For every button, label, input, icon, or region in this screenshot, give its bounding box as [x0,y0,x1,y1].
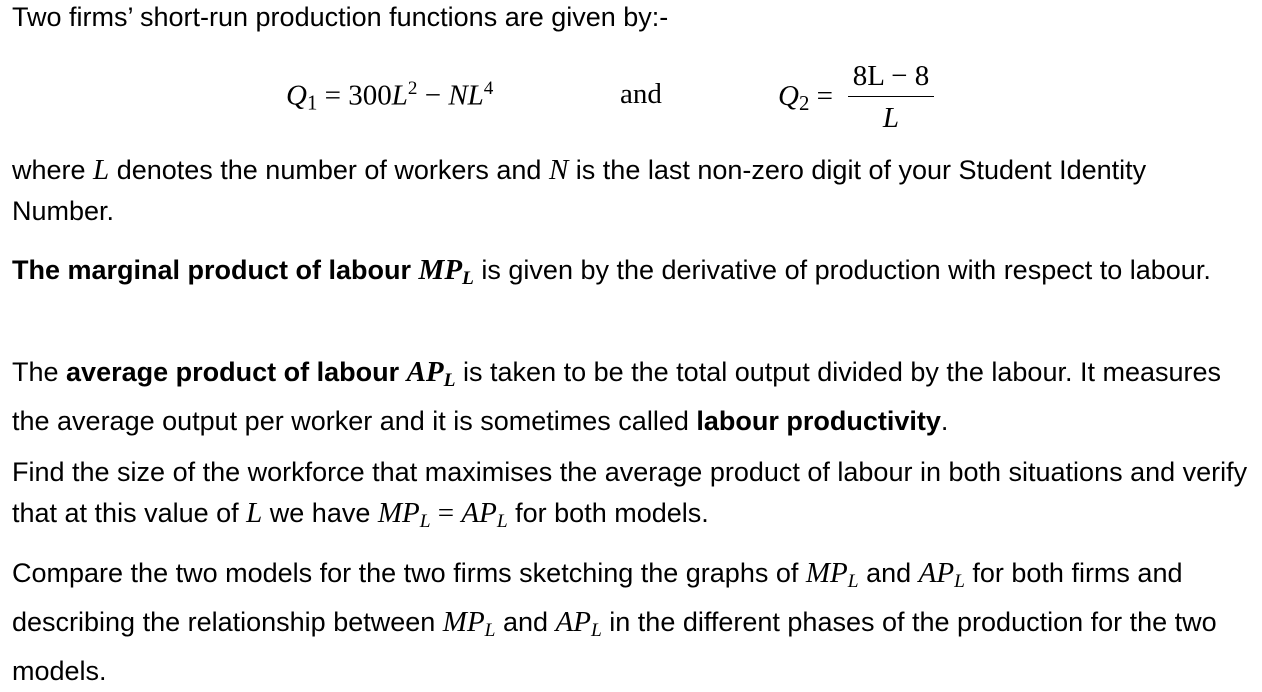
ap-symbol: AP [918,557,955,589]
mp-subscript: L [484,619,496,641]
text: . [940,405,949,436]
q2-subscript: 2 [798,91,810,116]
mp-symbol: MP [442,605,485,638]
text: and [495,606,556,637]
text: is given by the derivative of production with respect to labour. [473,255,1211,285]
text: The [12,357,67,387]
q2-numerator: 8L − 8 [852,60,930,92]
q2-symbol: Q [778,80,799,112]
equation-q2-lhs [778,80,833,116]
ap-symbol: AP [406,356,444,388]
ap-subscript: L [954,570,965,592]
text: where [12,155,94,185]
bold-term: average product of labour [66,357,407,387]
paragraph-average-product [12,352,1252,442]
text: we have [262,498,378,528]
text: and [858,558,919,588]
paragraph-marginal-product [12,250,1252,299]
text: in the different phases of the production for the two models. [12,606,1217,686]
ap-symbol: AP [555,605,591,638]
mp-symbol: MP [805,557,848,589]
text: denotes the number of workers and [109,155,549,185]
q1-var-l: L [391,79,408,112]
bold-term: The marginal product of labour [12,255,419,285]
q2-equals: = [809,80,833,112]
mp-subscript: L [462,267,474,289]
paragraph-compare-models [12,553,1252,692]
text: Find the size of the workforce that maximises the average product of labour in both situations and verify that at this value of [12,457,1248,528]
mp-subscript: L [847,570,859,592]
fraction-bar [848,96,934,97]
q1-equals: = 300 [317,79,392,112]
equals-sign: = [430,497,462,529]
q1-symbol: Q [286,79,307,112]
bold-term: labour productivity [696,405,941,436]
ap-symbol: AP [461,497,497,529]
text: for both firms and describing the relationship between [12,558,1183,637]
q1-subscript: 1 [306,90,318,115]
paragraph-find-workforce [12,452,1252,542]
text: is taken to be the total output divided by the labour. It measures the average output per worker and it is sometimes called [12,357,1222,436]
q1-minus: − [417,79,449,112]
q1-exponent-1: 2 [407,78,418,99]
q2-denominator: L [882,102,900,134]
ap-subscript: L [443,369,456,391]
var-l: L [246,497,263,529]
ap-subscript: L [590,619,602,641]
mp-symbol: MP [377,497,420,529]
intro-line: Two firms’ short-run production functions are given by:- [12,2,669,32]
ap-subscript: L [496,510,508,532]
equation-q1 [286,78,493,116]
paragraph-where [12,150,1252,232]
mp-subscript: L [419,510,431,532]
q1-exponent-2: 4 [483,78,494,99]
q2-fraction [848,58,934,135]
text: for both models. [507,498,709,528]
var-l: L [93,154,110,186]
and-word: and [620,78,662,110]
text: Compare the two models for the two firms sketching the graphs of [12,558,806,588]
var-n: N [548,154,569,186]
q1-term-nl: NL [448,79,484,112]
text: is the last non-zero digit of your Student Identity Number. [12,155,1147,226]
mp-symbol: MP [418,254,463,286]
